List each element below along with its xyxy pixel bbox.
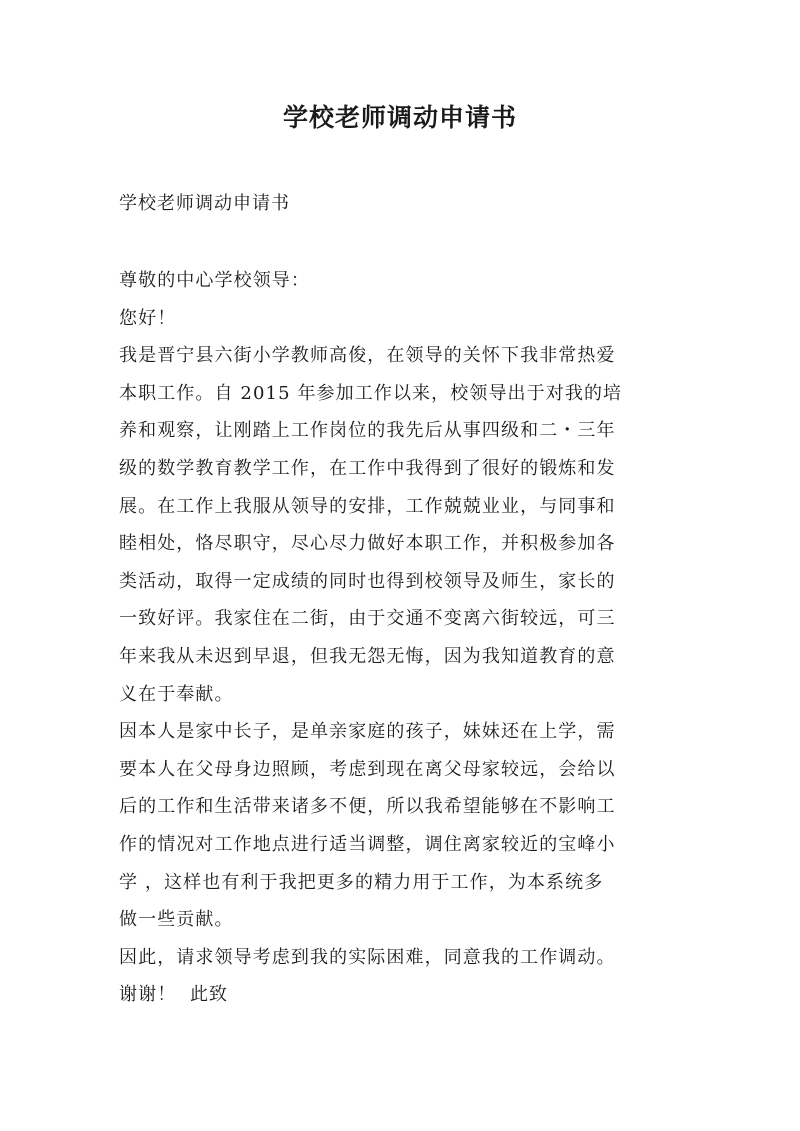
closing: 谢谢！ 此致: [119, 984, 229, 1006]
text-line: 因本人是家中长子，是单亲家庭的孩子，妹妹还在上学，需: [119, 721, 616, 743]
text-line: 一致好评。我家住在二街，由于交通不变离六街较远，可三: [119, 608, 616, 630]
text-line: 义在于奉献。: [119, 683, 234, 705]
text-line: 养和观察，让刚踏上工作岗位的我先后从事四级和二・三年: [119, 420, 616, 442]
text-line: 类活动，取得一定成绩的同时也得到校领导及师生，家长的: [119, 570, 616, 592]
text-line: 要本人在父母身边照顾，考虑到现在离父母家较远，会给以: [119, 758, 616, 780]
text-line: 级的数学教育教学工作，在工作中我得到了很好的锻炼和发: [119, 457, 616, 479]
salutation: 尊敬的中心学校领导：: [119, 270, 310, 291]
text-line: 本职工作。自 2015 年参加工作以来，校领导出于对我的培: [119, 382, 623, 404]
text-line: 因此，请求领导考虑到我的实际困难，同意我的工作调动。: [119, 946, 616, 968]
text-line: 年来我从未迟到早退，但我无怨无悔，因为我知道教育的意: [119, 645, 616, 667]
text-line: 睦相处，恪尽职守，尽心尽力做好本职工作，并积极参加各: [119, 533, 616, 555]
greeting: 您好！: [119, 307, 177, 329]
paragraph-request: [119, 939, 699, 977]
document-title: 学校老师调动申请书: [282, 103, 517, 132]
text-line: 学 ，这样也有利于我把更多的精力用于工作，为本系统多: [119, 871, 604, 893]
text-line: 展。在工作上我服从领导的安排，工作兢兢业业，与同事和: [119, 495, 616, 517]
document-subtitle: 学校老师调动申请书: [119, 193, 290, 214]
document-body: [119, 262, 699, 1014]
text-line: 做一些贡献。: [119, 909, 234, 931]
text-line: 作的情况对工作地点进行适当调整，调住离家较近的宝峰小: [119, 833, 616, 855]
paragraph-reason: [119, 713, 699, 939]
text-line: 我是晋宁县六街小学教师高俊，在领导的关怀下我非常热爱: [119, 345, 616, 367]
text-line: 后的工作和生活带来诸多不便，所以我希望能够在不影响工: [119, 796, 616, 818]
paragraph-intro: [119, 337, 699, 713]
